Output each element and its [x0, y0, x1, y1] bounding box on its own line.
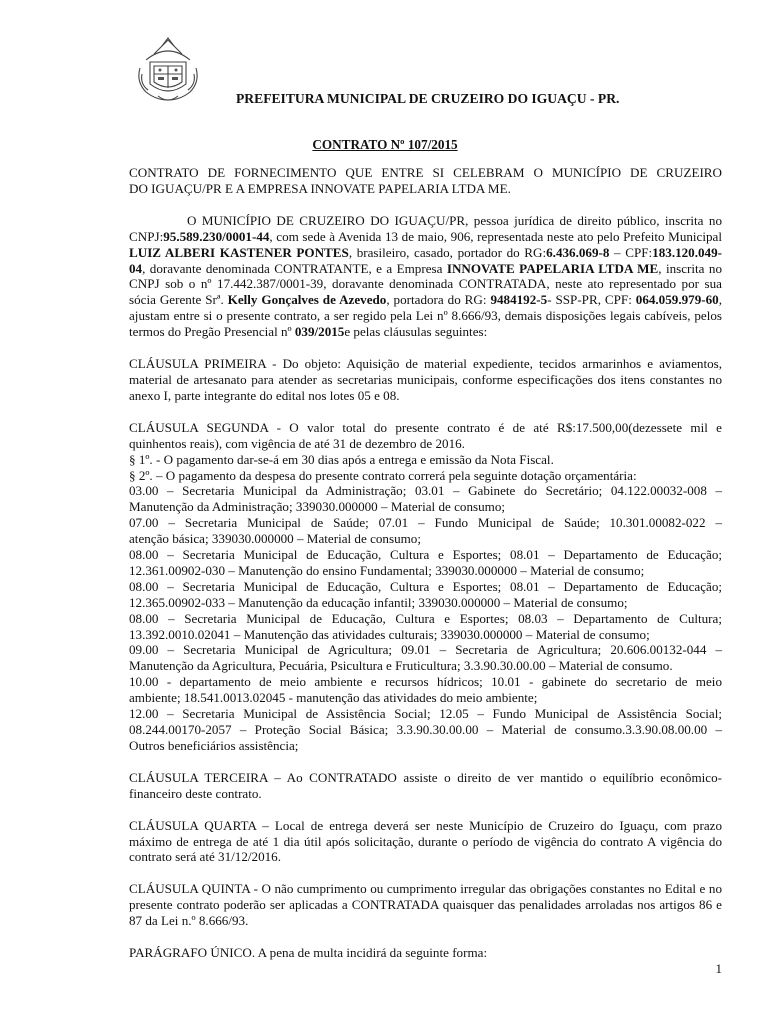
- clause-first: CLÁUSULA PRIMEIRA - Do objeto: Aquisição de material expediente, tecidos armarinhos e aviamentos, material de artesanato para atender as secretarias municipais, conforme especificações dos itens constantes no anexo I, parte integrante do edital nos lotes 05 e 08.: [129, 356, 722, 403]
- parties-text: , doravante denominada CONTRATANTE, e a Empresa: [142, 260, 447, 276]
- clause-line: 12.361.00902-030 – Manutenção do ensino Fundamental; 339030.000000 – Material de consumo;: [129, 562, 645, 578]
- clause-line: Outros beneficiários assistência;: [129, 737, 299, 753]
- clause-line: atenção básica; 339030.000000 – Material de consumo;: [129, 531, 421, 547]
- contract-body: [129, 165, 722, 961]
- clause-line: 08.00 – Secretaria Municipal de Educação, Cultura e Esportes; 08.03 – Departamento de Cultura;: [129, 610, 722, 626]
- parties-text: e pelas cláusulas seguintes:: [344, 324, 488, 340]
- page-number: 1: [715, 961, 722, 976]
- clause-line: 12.365.00902-033 – Manutenção da educação infantil; 339030.000000 – Material de consumo;: [129, 594, 628, 610]
- parties-text: – CPF:: [609, 244, 653, 260]
- mayor-rg: 6.436.069-8: [546, 244, 610, 260]
- clause-line: 10.00 - departamento de meio ambiente e recursos hídricos; 10.01 - gabinete do secretario de meio: [129, 674, 722, 690]
- parties-text: O MUNICÍPIO DE CRUZEIRO DO IGUAÇU/PR, pessoa jurídica de direito público, inscrita no CNPJ:: [129, 212, 722, 244]
- clause-second: [129, 420, 722, 754]
- intro-line: DO IGUAÇU/PR E A EMPRESA INNOVATE PAPELARIA LTDA ME.: [129, 180, 511, 196]
- clause-line: 08.244.00170-2057 – Proteção Social Básica; 3.3.90.30.00.00 – Material de consumo.3.3.90.08.00.00 –: [129, 722, 722, 737]
- clause-line: 13.392.0010.02041 – Manutenção das atividades culturais; 339030.000000 – Material de consumo;: [129, 626, 650, 642]
- intro-line: CONTRATO DE FORNECIMENTO QUE ENTRE SI CELEBRAM O MUNICÍPIO DE CRUZEIRO: [129, 165, 722, 180]
- pregao-number: 039/2015: [294, 324, 345, 340]
- company-name: INNOVATE PAPELARIA LTDA ME: [446, 260, 659, 276]
- municipality-cnpj: 95.589.230/0001-44: [163, 228, 270, 244]
- clause-line: ambiente; 18.541.0013.02045 - manutenção das atividades do meio ambiente;: [129, 690, 538, 706]
- parties-text: , portadora do RG:: [386, 292, 491, 308]
- clause-line: § 2º. – O pagamento da despesa do presente contrato correrá pela seguinte dotação orçamentária:: [129, 467, 637, 483]
- municipality-title: PREFEITURA MUNICIPAL DE CRUZEIRO DO IGUAÇU - PR.: [236, 91, 620, 106]
- clause-line: CLÁUSULA SEGUNDA - O valor total do presente contrato é de até R$:17.500,00(dezessete mil e: [129, 419, 722, 435]
- parties-text: - SSP-PR, CPF:: [547, 292, 636, 308]
- clause-line: 08.00 – Secretaria Municipal de Educação, Cultura e Esportes; 08.01 – Departamento de Educação;: [129, 547, 722, 563]
- clause-line: 09.00 – Secretaria Municipal de Agricultura; 09.01 – Secretaria de Agricultura; 20.606.00132-044 –: [129, 642, 722, 658]
- parties-text: , ajustam entre si o presente contrato, a ser regido pela Lei nº 8.666/93, demais disposições legais cabíveis, pelos termos do Pregão Presencial nº: [129, 292, 722, 340]
- contract-number-title: CONTRATO Nº 107/2015: [312, 137, 458, 152]
- mayor-cpf: 183.120.049-04: [129, 244, 723, 276]
- parties-text: , com sede à Avenida 13 de maio, 906, representada neste ato pelo Prefeito Municipal: [269, 228, 722, 244]
- parties-text: , inscrita no CNPJ sob o nº 17.442.387/0001-39, doravante denominada CONTRATADA, neste ato representado por sua sócia Gerente Srª.: [129, 260, 722, 308]
- parties-text: , brasileiro, casado, portador do RG:: [348, 244, 547, 260]
- clause-fourth: CLÁUSULA QUARTA – Local de entrega deverá ser neste Município de Cruzeiro do Iguaçu, com prazo máximo de entrega de até 1 dia útil após solicitação, durante o período de vigência do contrato A vigência do contrato será até 31/12/2016.: [129, 817, 722, 865]
- contract-intro: [129, 165, 722, 197]
- mayor-name: LUIZ ALBERI KASTENER PONTES: [129, 244, 349, 260]
- clause-line: Manutenção da Agricultura, Pecuária, Psicultura e Fruticultura; 3.3.90.30.00.00 – Material de consumo.: [129, 658, 673, 674]
- municipal-coat-of-arms-icon: [132, 34, 204, 106]
- clause-line: 07.00 – Secretaria Municipal de Saúde; 07.01 – Fundo Municipal de Saúde; 10.301.00082-022 –: [129, 515, 722, 531]
- clause-line: Manutenção da Administração; 339030.000000 – Material de consumo;: [129, 499, 505, 515]
- clause-line: 12.00 – Secretaria Municipal de Assistência Social; 12.05 – Fundo Municipal de Assistência Social;: [129, 706, 722, 722]
- clause-third: CLÁUSULA TERCEIRA – Ao CONTRATADO assiste o direito de ver mantido o equilíbrio econômico-financeiro deste contrato.: [129, 769, 722, 801]
- parties-paragraph: [129, 213, 722, 340]
- paragraph-unique: PARÁGRAFO ÚNICO. A pena de multa incidirá da seguinte forma:: [129, 945, 488, 961]
- clause-line: 08.00 – Secretaria Municipal de Educação, Cultura e Esportes; 08.01 – Departamento de Educação;: [129, 578, 722, 594]
- clause-line: 03.00 – Secretaria Municipal da Administração; 03.01 – Gabinete do Secretário; 04.122.00032-008 –: [129, 483, 722, 499]
- partner-rg: 9484192-5: [490, 292, 548, 308]
- clause-fifth: CLÁUSULA QUINTA - O não cumprimento ou cumprimento irregular das obrigações constantes no Edital e no presente contrato poderão ser aplicadas a CONTRATADA quaisquer das penalidades arroladas nos artigos 86 e 87 da Lei n.º 8.666/93.: [129, 881, 722, 929]
- partner-cpf: 064.059.979-60: [635, 292, 719, 308]
- clause-line: quinhentos reais), com vigência de até 31 de dezembro de 2016.: [129, 435, 465, 451]
- clause-line: § 1º. - O pagamento dar-se-á em 30 dias após a entrega e emissão da Nota Fiscal.: [129, 451, 554, 467]
- partner-name: Kelly Gonçalves de Azevedo: [227, 292, 387, 308]
